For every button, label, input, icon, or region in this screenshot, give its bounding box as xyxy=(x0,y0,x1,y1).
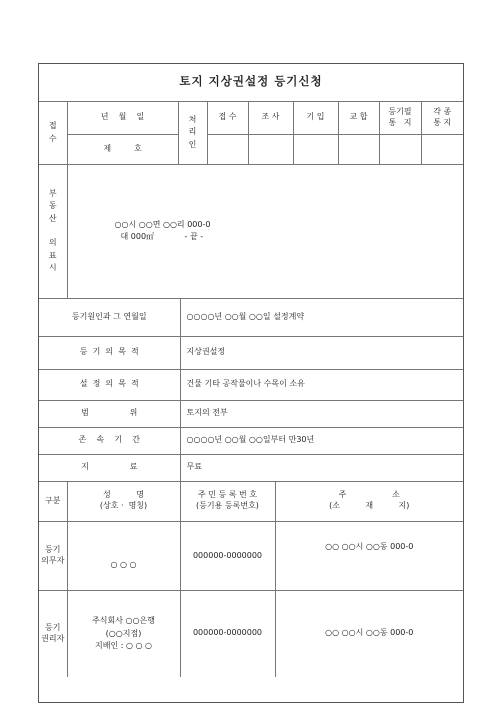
parties-header-regno: 주 민 등 록 번 호 (등기용 등록번호) xyxy=(180,482,275,522)
processing-label: 처 리 인 xyxy=(178,101,207,164)
parties-table xyxy=(39,482,463,677)
field-value-rent: 무료 xyxy=(180,454,463,481)
field-value-purpose: 지상권설정 xyxy=(180,336,463,369)
property-address: ○○시 ○○면 ○○리 000-0 xyxy=(114,220,211,230)
reception-date-label: 년 월 일 xyxy=(67,101,178,134)
field-label-setting-purpose: 설 정 의 목 적 xyxy=(39,369,180,400)
parties-header-name: 성 명 (상호 · 명칭) xyxy=(67,482,180,522)
col-inspection: 조 사 xyxy=(248,101,293,134)
col-various-notice: 각 종 통 지 xyxy=(421,101,463,134)
field-label-cause: 등기원인과 그 연월일 xyxy=(39,299,180,336)
obligor-label: 등기 의무자 xyxy=(39,522,67,591)
registration-form xyxy=(38,63,464,703)
cell-various-sign xyxy=(421,134,463,164)
col-completion-notice: 등기필 통 지 xyxy=(379,101,421,134)
property-area: 대 000㎡ - 끝 - xyxy=(120,232,204,242)
field-label-scope: 범 위 xyxy=(39,400,180,427)
field-label-rent: 지 료 xyxy=(39,454,180,481)
holder-name: 주식회사 ○○은행 (○○지점) 지배인 : ○ ○ ○ xyxy=(67,591,180,677)
field-label-duration: 존 속 기 간 xyxy=(39,427,180,454)
property-label: 부 동 산 의 표 시 xyxy=(39,165,67,299)
parties-header-address: 주 소 (소 재 지) xyxy=(275,482,463,522)
col-entry: 기 입 xyxy=(293,101,338,134)
field-value-setting-purpose: 건물 기타 공작물이나 수목이 소유 xyxy=(180,369,463,400)
col-reception: 접 수 xyxy=(207,101,248,134)
field-value-duration: ○○○○년 ○○월 ○○일부터 만30년 xyxy=(180,427,463,454)
cell-reception-sign xyxy=(207,134,248,164)
fields-table xyxy=(39,299,463,482)
reception-number-label: 제 호 xyxy=(67,134,178,164)
obligor-address: ○○ ○○시 ○○동 000-0 xyxy=(275,522,463,591)
cell-verification-sign xyxy=(338,134,379,164)
holder-regno: 000000-0000000 xyxy=(180,591,275,677)
field-value-cause: ○○○○년 ○○월 ○○일 설정계약 xyxy=(180,299,463,336)
cell-inspection-sign xyxy=(248,134,293,164)
field-value-scope: 토지의 전부 xyxy=(180,400,463,427)
parties-header-category: 구분 xyxy=(39,482,67,522)
reception-table xyxy=(39,64,463,165)
cell-entry-sign xyxy=(293,134,338,164)
obligor-regno: 000000-0000000 xyxy=(180,522,275,591)
reception-label: 접 수 xyxy=(39,101,67,164)
property-description xyxy=(67,165,463,299)
cell-completion-sign xyxy=(379,134,421,164)
holder-label: 등기 권리자 xyxy=(39,591,67,677)
form-title: 토지 지상권설정 등기신청 xyxy=(39,64,463,101)
property-table xyxy=(39,165,463,300)
obligor-name: ○ ○ ○ xyxy=(67,522,180,591)
holder-address: ○○ ○○시 ○○동 000-0 xyxy=(275,591,463,677)
field-label-purpose: 등 기 의 목 적 xyxy=(39,336,180,369)
col-verification: 교 합 xyxy=(338,101,379,134)
